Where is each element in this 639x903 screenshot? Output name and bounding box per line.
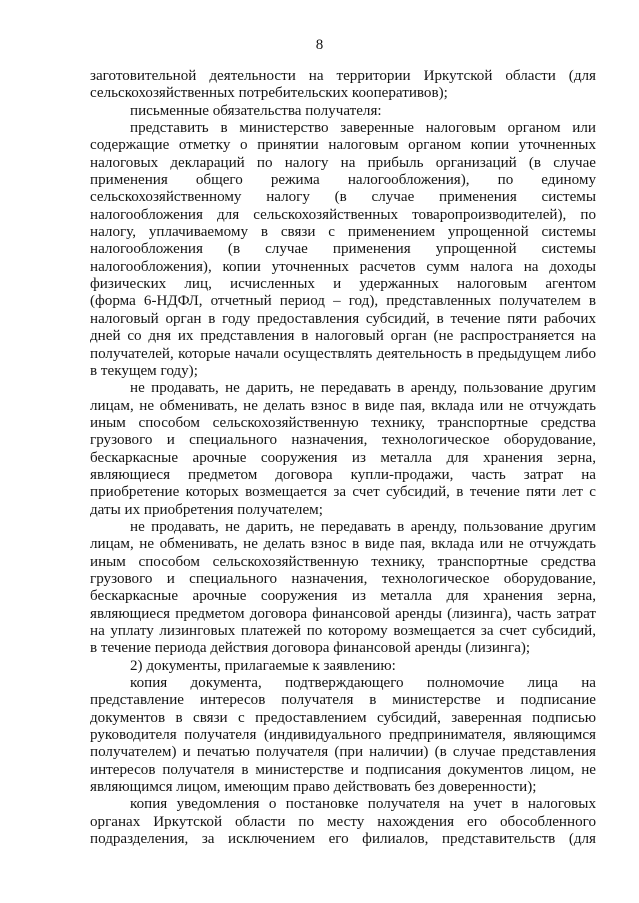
text-line: являющиеся предметом договора купли-продажи, часть затрат на (90, 466, 596, 483)
text-line: получателей, которые начали осуществлять деятельность в предыдущем либо (90, 345, 596, 362)
text-line: налогообложения для сельскохозяйственных товаропроизводителей), по (90, 206, 596, 223)
text-line: в текущем году); (90, 362, 198, 379)
text-line: копия уведомления о постановке получателя на учет в налоговых (130, 796, 596, 813)
text-line: копия документа, подтверждающего полномочие лица на (130, 675, 596, 692)
text-line: заготовительной деятельности на территории Иркутской области (для (90, 68, 596, 84)
text-line: налоговый орган в году предоставления субсидий, в течение пяти рабочих (90, 310, 596, 327)
text-line: являющиеся предметом договора финансовой аренды (лизинга), часть затрат (90, 605, 596, 622)
text-line: получателем) и печатью получателя (при наличии) (в случае представления (90, 744, 596, 761)
text-line: сельскохозяйственному налогу (в случае применения системы (90, 189, 596, 206)
text-line: на уплату лизинговых платежей по которому возмещается за счет субсидий, (90, 623, 596, 639)
page-number: 8 (315, 37, 324, 53)
text-line: применения общего режима налогообложения), по единому (90, 172, 596, 189)
text-line: письменные обязательства получателя: (130, 102, 382, 119)
text-line: налогообложения (в случае применения упрощенной системы (90, 241, 596, 258)
text-line: органах Иркутской области по месту нахождения его обособленного (90, 813, 596, 830)
text-line: налогообложения), копии уточненных расчетов сумм налога на доходы (90, 258, 596, 275)
text-line: не продавать, не дарить, не передавать в аренду, пользование другим (130, 380, 596, 397)
text-line: представить в министерство заверенные налоговым органом или (130, 120, 596, 137)
text-line: руководителя получателя (индивидуального предпринимателя, являющимся (90, 727, 596, 744)
text-line: иным способом сельскохозяйственную технику, транспортные средства (90, 414, 596, 431)
text-line: лицам, не обменивать, не делать взнос в виде пая, вклада или не отчуждать (90, 397, 596, 414)
text-line: грузового и специального назначения, технологическое оборудование, (90, 570, 596, 587)
text-line: физических лиц, исчисленных и удержанных налоговым агентом (90, 276, 596, 293)
text-line: приобретение которых возмещается за счет субсидий, в течение пяти лет с (90, 484, 596, 501)
text-line: документов в связи с предоставлением субсидий, заверенная подписью (90, 709, 596, 726)
text-line: грузового и специального назначения, технологическое оборудование, (90, 432, 596, 449)
text-line: в течение периода действия договора финансовой аренды (лизинга); (90, 640, 531, 657)
text-line: даты их приобретения получателем; (90, 501, 323, 518)
text-line: бескаркасные арочные сооружения из металла для хранения зерна, (90, 588, 596, 605)
document-body (90, 68, 596, 848)
text-line: налогу, уплачиваемому в связи с применением упрощенной системы (90, 224, 596, 241)
text-line: содержащие отметку о принятии налоговым органом копии уточненных (90, 137, 596, 154)
text-line: подразделения, за исключением его филиалов, представительств (для (90, 831, 596, 848)
text-line: иным способом сельскохозяйственную технику, транспортные средства (90, 553, 596, 570)
text-line: (форма 6-НДФЛ, отчетный период – год), представленных получателем в (90, 293, 596, 310)
text-line: дней со дня их представления в налоговый орган (не распространяется на (90, 328, 596, 345)
text-line: 2) документы, прилагаемые к заявлению: (130, 657, 396, 674)
text-line: являющимся лицом, имеющим право действовать без доверенности); (90, 779, 537, 796)
text-line: не продавать, не дарить, не передавать в аренду, пользование другим (130, 518, 596, 535)
text-line: представление интересов получателя в министерстве и подписание (90, 692, 596, 709)
text-line: налоговых деклараций по налогу на прибыль организаций (в случае (90, 154, 596, 171)
text-line: бескаркасные арочные сооружения из металла для хранения зерна, (90, 449, 596, 466)
text-line: интересов получателя в министерстве и подписания документов лицом, не (90, 761, 596, 778)
text-line: сельскохозяйственных потребительских кооперативов); (90, 85, 448, 102)
text-line: лицам, не обменивать, не делать взнос в виде пая, вклада или не отчуждать (90, 536, 596, 553)
